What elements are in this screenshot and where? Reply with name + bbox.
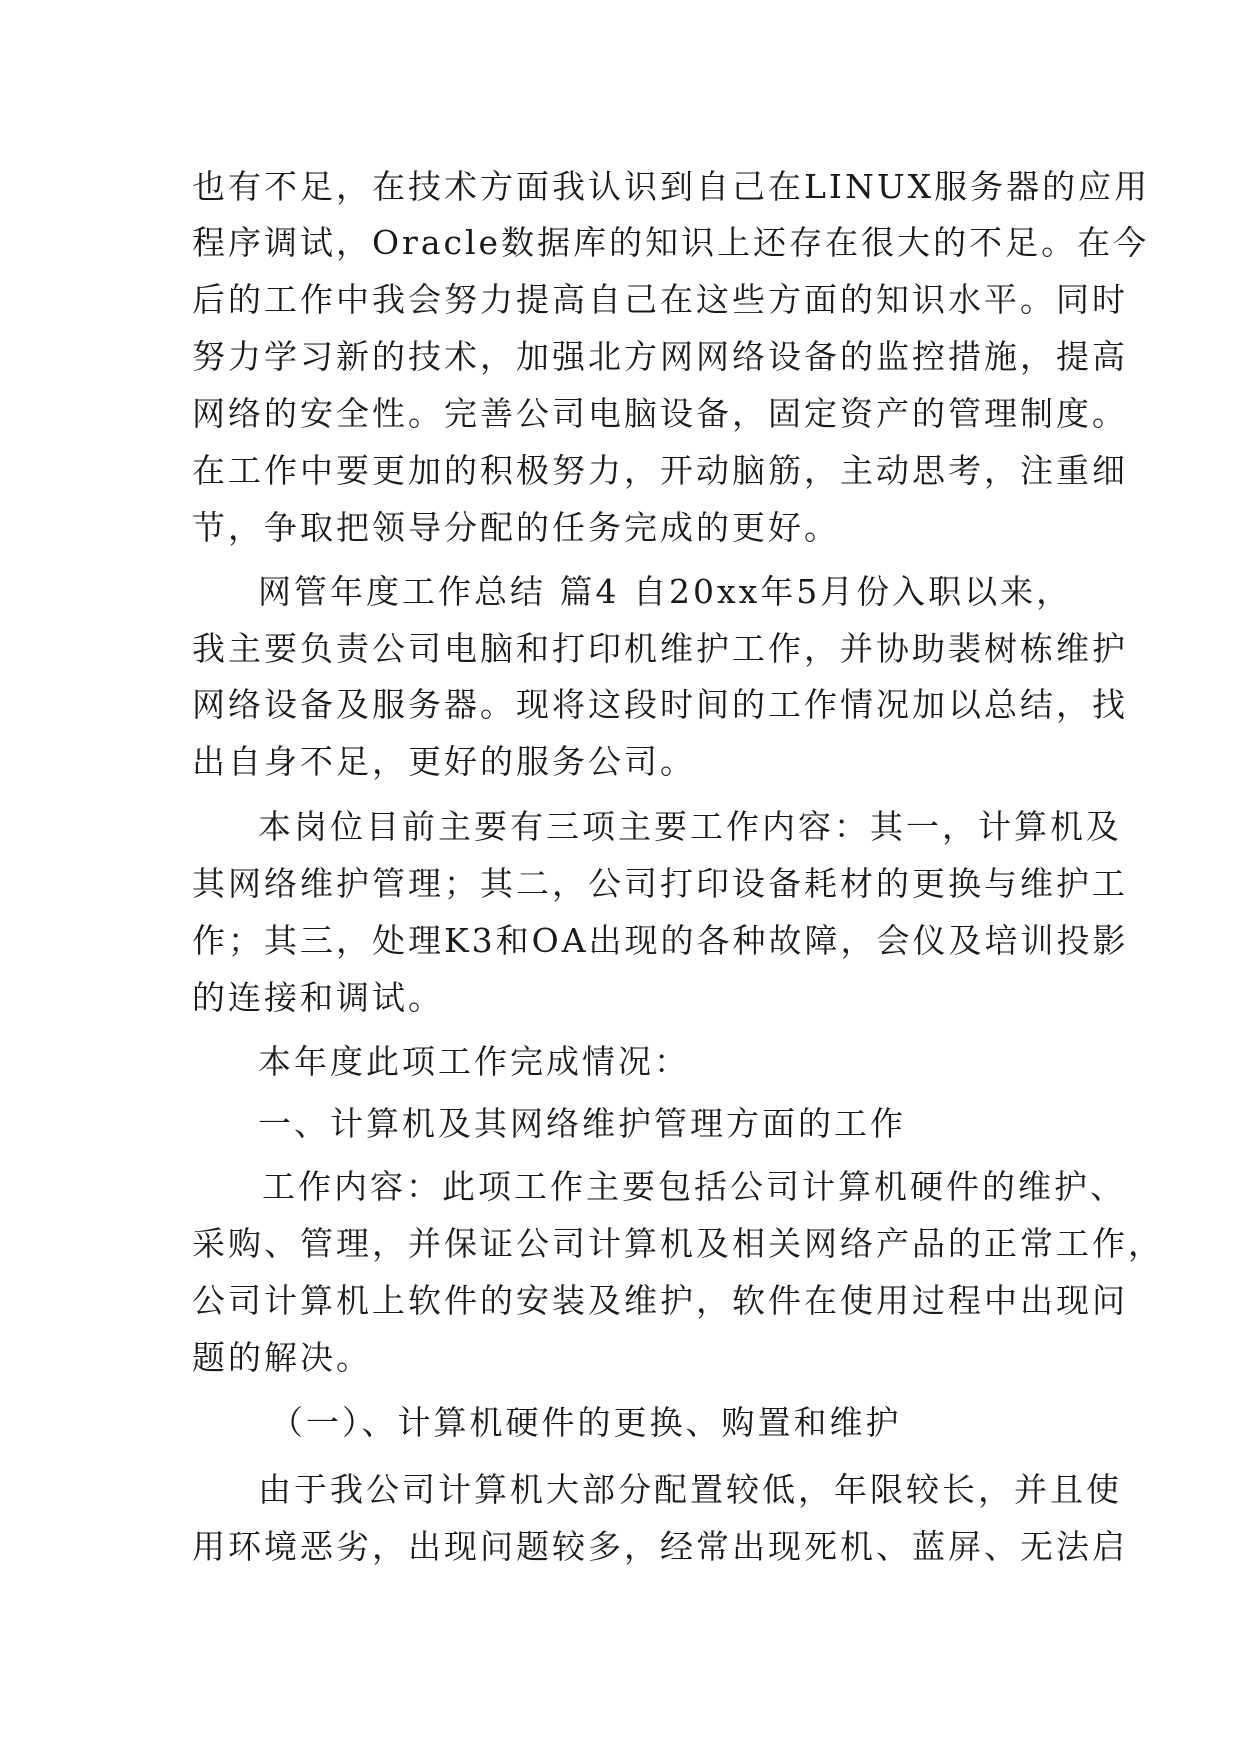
section-heading-line: 网管年度工作总结 篇4 自20xx年5月份入职以来， [258,572,1073,611]
text-line: 努力学习新的技术，加强北方网网络设备的监控措施，提高 [192,337,1128,376]
text-line: 我主要负责公司电脑和打印机维护工作，并协助裴树栋维护 [192,629,1128,668]
text-line: 的连接和调试。 [192,978,444,1017]
text-line: 后的工作中我会努力提高自己在这些方面的知识水平。同时 [192,280,1128,319]
text-line: 工作内容：此项工作主要包括公司计算机硬件的维护、 [262,1167,1126,1206]
text-line: 采购、管理，并保证公司计算机及相关网络产品的正常工作， [192,1224,1164,1263]
text-line: 本年度此项工作完成情况： [258,1042,690,1081]
text-line: 其网络维护管理；其二，公司打印设备耗材的更换与维护工 [192,864,1128,903]
text-line: 由于我公司计算机大部分配置较低，年限较长，并且使 [258,1470,1122,1509]
text-line: 用环境恶劣，出现问题较多，经常出现死机、蓝屏、无法启 [192,1527,1128,1566]
text-line: 本岗位目前主要有三项主要工作内容：其一，计算机及 [258,807,1122,846]
text-line: 网络的安全性。完善公司电脑设备，固定资产的管理制度。 [192,394,1128,433]
text-line: 出自身不足，更好的服务公司。 [192,742,696,781]
text-line: 在工作中要更加的积极努力，开动脑筋，主动思考，注重细 [192,451,1128,490]
text-line: 节，争取把领导分配的任务完成的更好。 [192,508,840,547]
heading-line: 一、计算机及其网络维护管理方面的工作 [258,1104,906,1143]
text-line: 公司计算机上软件的安装及维护，软件在使用过程中出现问 [192,1281,1128,1320]
text-line: 也有不足，在技术方面我认识到自己在LINUX服务器的应用 [192,167,1151,206]
subheading-line: （一）、计算机硬件的更换、购置和维护 [270,1403,902,1442]
text-line: 网络设备及服务器。现将这段时间的工作情况加以总结，找 [192,685,1128,724]
text-line: 作；其三，处理K3和OA出现的各种故障，会仪及培训投影 [192,921,1129,960]
text-line: 程序调试，Oracle数据库的知识上还存在很大的不足。在今 [192,223,1150,262]
text-line: 题的解决。 [192,1338,372,1377]
